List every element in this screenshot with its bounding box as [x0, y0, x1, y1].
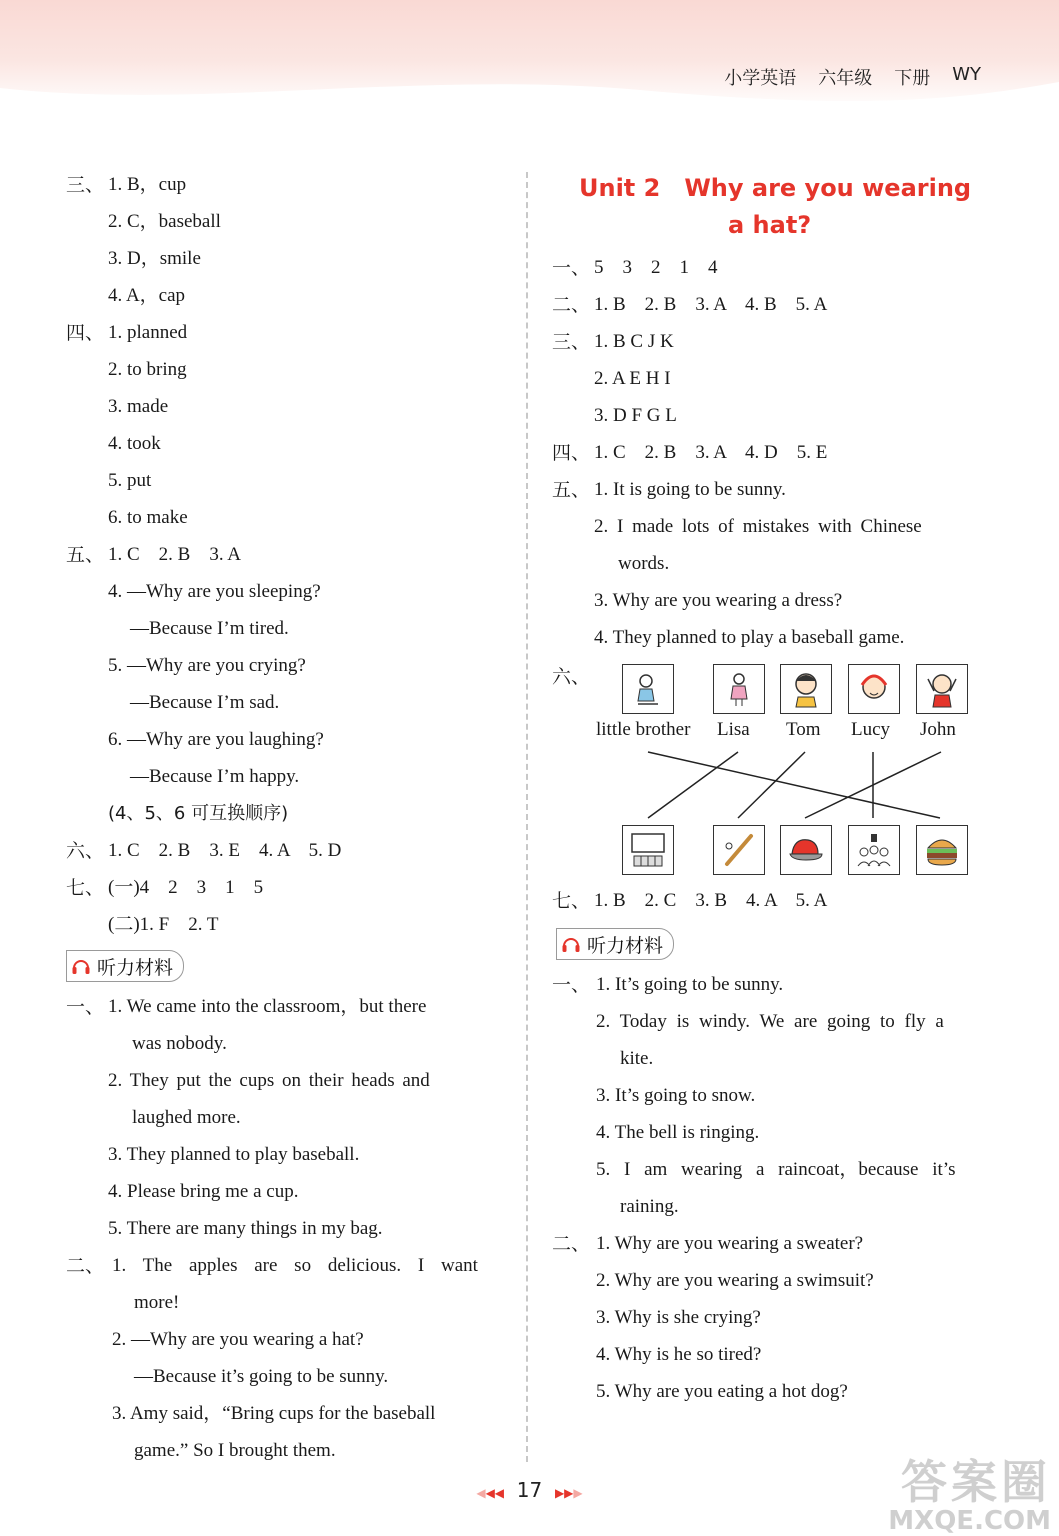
picture-little-brother	[622, 664, 674, 714]
answer-line: 4. A，cap	[108, 285, 186, 306]
script-line: 3. Why is she crying?	[596, 1307, 761, 1328]
answer-line: 1. It is going to be sunny.	[594, 479, 786, 500]
script-line: 4. The bell is ringing.	[596, 1122, 760, 1143]
script-line: 4. Why is he so tired?	[596, 1344, 762, 1365]
picture-john	[916, 664, 968, 714]
picture-hamburger	[916, 825, 968, 875]
section-label: 七、	[66, 877, 105, 899]
script-line: 5. Why are you eating a hot dog?	[596, 1381, 848, 1402]
triangle-right-icon: ▶▶	[554, 1486, 574, 1500]
unit-title: Unit 2 Why are you wearing	[579, 174, 972, 202]
burger-icon	[922, 830, 962, 870]
bat-icon	[719, 830, 759, 870]
header-info	[724, 64, 981, 90]
script-line: 2. —Why are you wearing a hat?	[112, 1329, 364, 1350]
boy-crying-icon	[922, 669, 962, 709]
answer-line: 3. Why are you wearing a dress?	[594, 590, 843, 611]
name-tom: Tom	[786, 719, 821, 740]
headphone-icon	[561, 935, 581, 953]
script-line: 4. Please bring me a cup.	[108, 1181, 299, 1202]
answer-line: 5 3 2 1 4	[594, 257, 718, 278]
header-subject: 小学英语	[724, 68, 797, 89]
header-term: 下册	[894, 68, 931, 89]
script-line: 2. They put the cups on their heads and	[108, 1070, 430, 1091]
script-line: 1. It’s going to be sunny.	[596, 974, 784, 995]
answer-line: 5. —Why are you crying?	[108, 655, 306, 676]
blackboard-icon	[628, 830, 668, 870]
order-note: (4、5、6 可互换顺序)	[108, 803, 289, 824]
header-grade: 六年级	[818, 68, 873, 89]
section-label: 二、	[66, 1255, 105, 1277]
answer-line: 3. D，smile	[108, 248, 201, 269]
watermark-en: MXQE.COM	[888, 1506, 1051, 1536]
answer-line: 2. to bring	[108, 359, 187, 380]
listening-material-tag	[556, 928, 674, 960]
answer-line: 2. A E H I	[594, 368, 671, 389]
section-label: 一、	[552, 974, 591, 996]
section-label: 四、	[66, 322, 105, 344]
triangle-left-icon: ◀	[476, 1486, 486, 1500]
section-label: 六、	[66, 840, 105, 862]
answer-line: 1. B C J K	[594, 331, 674, 352]
listening-material-label: 听力材料	[587, 934, 664, 957]
answer-line: (二)1. F 2. T	[108, 914, 219, 935]
script-line: 2. Why are you wearing a swimsuit?	[596, 1270, 874, 1291]
headphone-icon	[71, 957, 91, 975]
section-label: 一、	[552, 257, 591, 279]
script-line: —Because it’s going to be sunny.	[134, 1366, 389, 1387]
triangle-left-icon: ◀◀	[485, 1486, 505, 1500]
column-divider	[526, 172, 528, 1462]
picture-baseball-bat	[713, 825, 765, 875]
answer-line: 1. C 2. B 3. A	[108, 544, 242, 565]
boy-sun-icon	[628, 669, 668, 709]
script-line	[108, 994, 498, 1020]
script-line: 1. Why are you wearing a sweater?	[596, 1233, 864, 1254]
answer-line: —Because I’m happy.	[130, 766, 300, 787]
section-label: 四、	[552, 442, 591, 464]
answer-line: 1. C 2. B 3. A 4. D 5. E	[594, 442, 828, 463]
name-lisa: Lisa	[717, 719, 750, 740]
girl-icon	[719, 669, 759, 709]
answer-line: 4. They planned to play a baseball game.	[594, 627, 905, 648]
boy-icon	[786, 669, 826, 709]
answer-line: 4. took	[108, 433, 161, 454]
name-little-brother: little brother	[596, 719, 691, 740]
answer-line: (一)4 2 3 1 5	[108, 877, 264, 898]
section-label: 三、	[66, 174, 105, 196]
answer-line: 6. —Why are you laughing?	[108, 729, 324, 750]
crowd-icon	[854, 830, 894, 870]
unit-title-cont: a hat?	[728, 211, 812, 239]
answer-line: 5. put	[108, 470, 152, 491]
section-label: 五、	[552, 479, 591, 501]
answer-line: —Because I’m sad.	[130, 692, 280, 713]
answer-line: words.	[618, 553, 670, 574]
answer-line: —Because I’m tired.	[130, 618, 289, 639]
listening-material-label: 听力材料	[97, 956, 174, 979]
listening-material-tag	[66, 950, 184, 982]
answer-line: 2. C，baseball	[108, 211, 221, 232]
watermark-cn: 答案圈	[901, 1455, 1051, 1509]
script-line: 3. They planned to play baseball.	[108, 1144, 360, 1165]
script-line: 1. The apples are so delicious. I want	[112, 1255, 478, 1276]
picture-baseball-game	[848, 825, 900, 875]
script-line: more!	[134, 1292, 180, 1313]
picture-classroom	[622, 825, 674, 875]
matching-lines	[600, 748, 980, 826]
picture-lisa	[713, 664, 765, 714]
script-line: laughed more.	[132, 1107, 241, 1128]
answer-line: 1. C 2. B 3. E 4. A 5. D	[108, 840, 342, 861]
page-number: 17	[516, 1478, 543, 1502]
script-line: game.” So I brought them.	[134, 1440, 336, 1461]
answer-line: 1. planned	[108, 322, 188, 343]
header-edition: WY	[952, 64, 981, 85]
answer-line: 1. B，cup	[108, 174, 187, 195]
answer-line: 4. —Why are you sleeping?	[108, 581, 321, 602]
script-line: raining.	[620, 1196, 679, 1217]
picture-tom	[780, 664, 832, 714]
picture-lucy	[848, 664, 900, 714]
triangle-right-icon: ▶	[573, 1486, 583, 1500]
section-label: 七、	[552, 890, 591, 912]
script-line: kite.	[620, 1048, 654, 1069]
script-text: 1. We came into the classroom，but there	[108, 996, 427, 1017]
picture-cap	[780, 825, 832, 875]
section-label: 三、	[552, 331, 591, 353]
script-line: 5. I am wearing a raincoat，because it’s	[596, 1159, 956, 1180]
answer-line: 3. D F G L	[594, 405, 677, 426]
answer-line: 2. I made lots of mistakes with Chinese	[594, 516, 922, 537]
script-line: was nobody.	[132, 1033, 227, 1054]
script-line: 2. Today is windy. We are going to fly a	[596, 1011, 944, 1032]
script-line: 3. It’s going to snow.	[596, 1085, 756, 1106]
script-line: 3. Amy said，“Bring cups for the baseball	[112, 1403, 436, 1424]
script-line: 5. There are many things in my bag.	[108, 1218, 383, 1239]
answer-line: 1. B 2. B 3. A 4. B 5. A	[594, 294, 828, 315]
section-label: 一、	[66, 996, 105, 1018]
section-label: 五、	[66, 544, 105, 566]
answer-line: 3. made	[108, 396, 169, 417]
name-john: John	[920, 719, 956, 740]
section-label: 六、	[552, 666, 591, 688]
answer-line: 6. to make	[108, 507, 188, 528]
section-label: 二、	[552, 1233, 591, 1255]
girl-headphones-icon	[854, 669, 894, 709]
watermark	[851, 1446, 1051, 1536]
cap-icon	[786, 830, 826, 870]
answer-line: 1. B 2. C 3. B 4. A 5. A	[594, 890, 828, 911]
name-lucy: Lucy	[851, 719, 891, 740]
section-label: 二、	[552, 294, 591, 316]
